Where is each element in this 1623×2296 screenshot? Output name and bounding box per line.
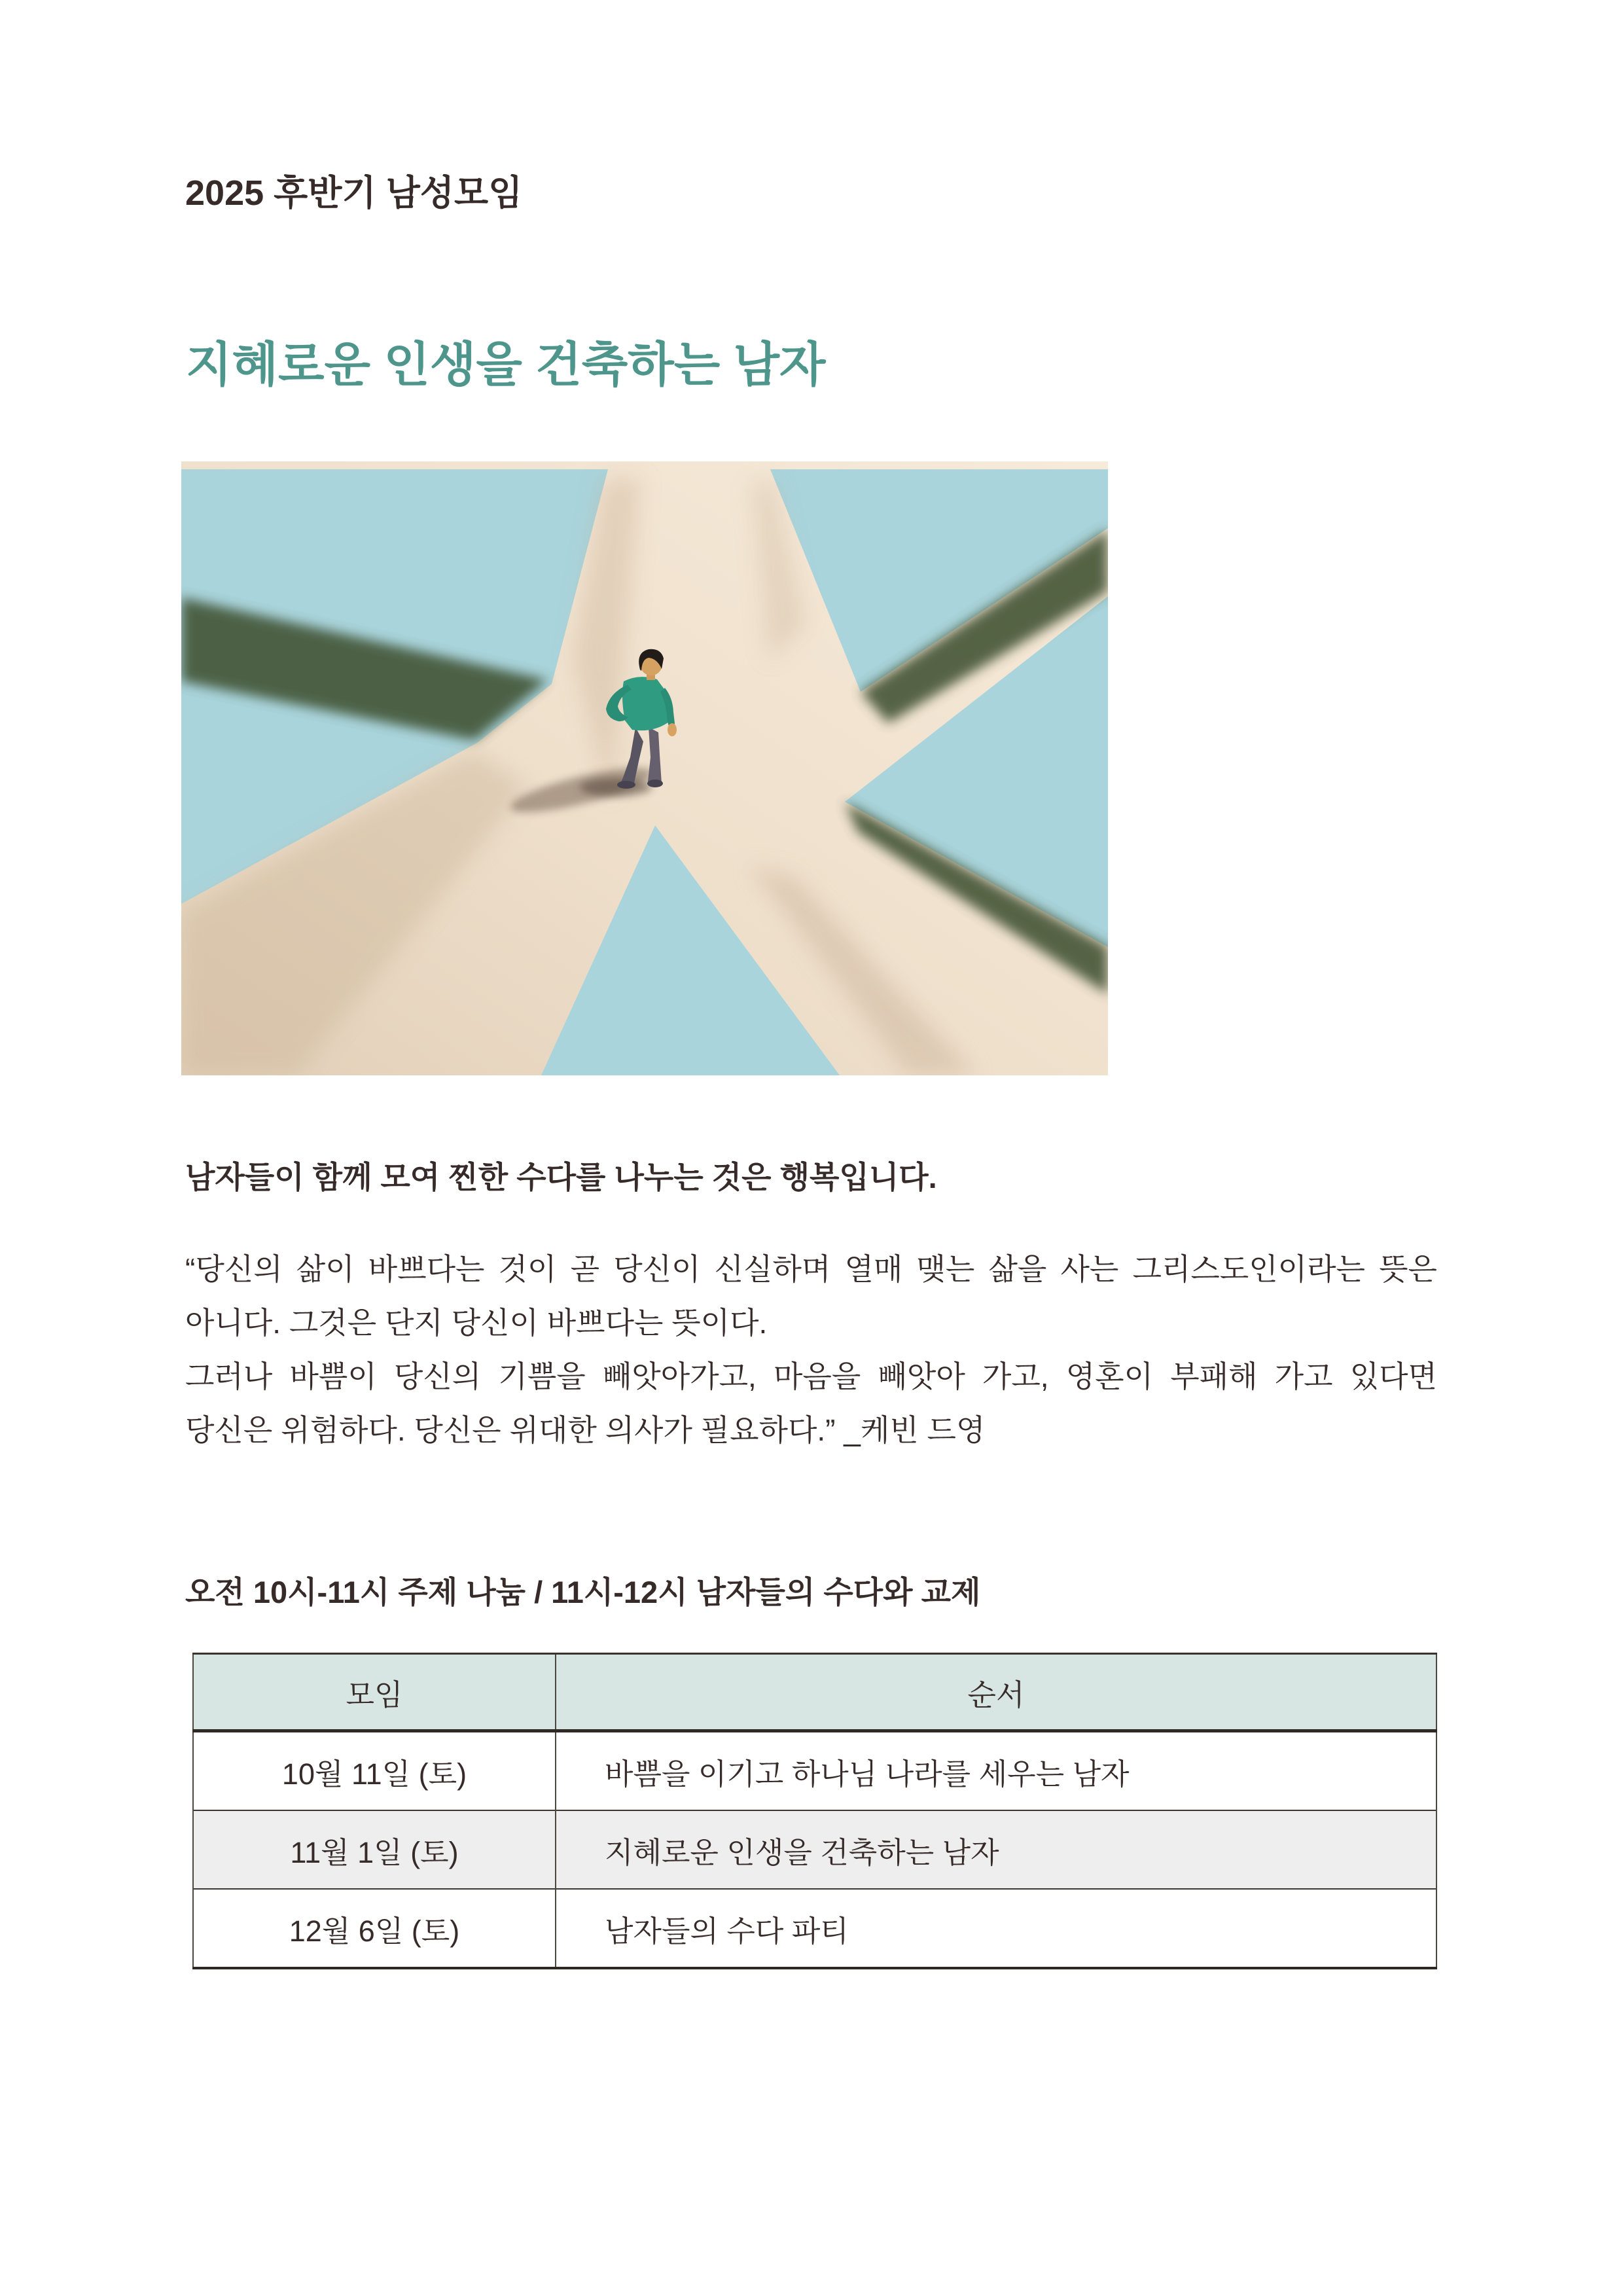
crossroads-photo [181, 461, 1108, 1075]
meeting-topic-cell: 지혜로운 인생을 건축하는 남자 [556, 1810, 1436, 1889]
page-title: 지혜로운 인생을 건축하는 남자 [186, 338, 826, 391]
meeting-topic-cell: 바쁨을 이기고 하나님 나라를 세우는 남자 [556, 1731, 1436, 1811]
quote-line: 아니다. 그것은 단지 당신이 바쁘다는 뜻이다. [185, 1306, 768, 1340]
schedule-heading: 오전 10시-11시 주제 나눔 / 11시-12시 남자들의 수다와 교제 [185, 1575, 981, 1609]
table-row [193, 1889, 1436, 1968]
quote-line: 그러나 바쁨이 당신의 기쁨을 빼앗아가고, 마음을 빼앗아 가고, 영혼이 부패해 가고 있다면 [185, 1359, 1437, 1393]
meeting-date-cell: 12월 6일 (토) [193, 1889, 556, 1968]
intro-statement: 남자들이 함께 모여 찐한 수다를 나누는 것은 행복입니다. [185, 1160, 937, 1194]
meeting-topic-cell: 남자들의 수다 파티 [556, 1889, 1436, 1968]
doc-title: 2025 후반기 남성모임 [185, 173, 523, 213]
meeting-date-cell: 10월 11일 (토) [193, 1731, 556, 1811]
table-header-row [193, 1654, 1436, 1731]
quote-line: “당신의 삶이 바쁘다는 것이 곧 당신이 신실하며 열매 맺는 삶을 사는 그리스도인이라는 뜻은 [185, 1252, 1437, 1286]
meeting-schedule-table [192, 1653, 1437, 1969]
table-row [193, 1810, 1436, 1889]
quote-line: 당신은 위험하다. 당신은 위대한 의사가 필요하다.” _케빈 드영 [185, 1413, 986, 1447]
table-row [193, 1731, 1436, 1811]
crossroads-illustration [181, 461, 1108, 1075]
column-header-meeting: 모임 [193, 1654, 556, 1731]
column-header-topic: 순서 [556, 1654, 1436, 1731]
quote-paragraph [185, 1242, 1437, 1457]
meeting-date-cell: 11월 1일 (토) [193, 1810, 556, 1889]
